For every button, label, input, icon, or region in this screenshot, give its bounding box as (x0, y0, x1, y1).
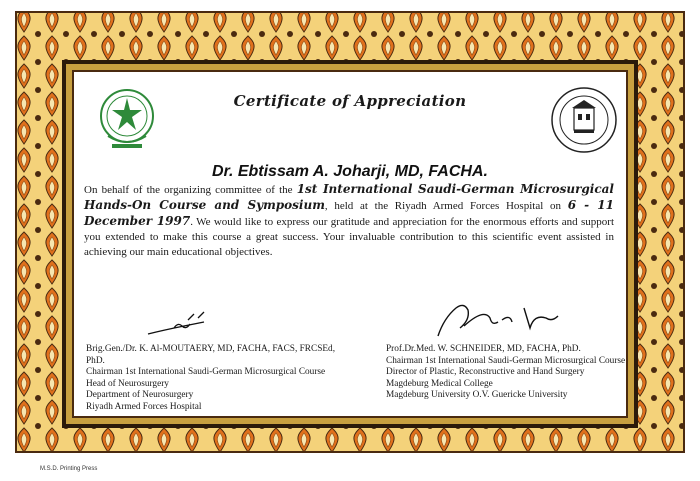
signatory-right-college: Magdeburg Medical College (386, 378, 493, 389)
signatory-right-name: Prof.Dr.Med. W. SCHNEIDER, MD, FACHA, PhD. (386, 344, 581, 354)
signatory-right-university: Magdeburg University O.V. Guericke University (386, 390, 568, 400)
signatory-right-title: Chairman 1st International Saudi-German Microsurgical Course (386, 355, 626, 366)
certificate (10, 6, 690, 458)
university-seal-icon (550, 86, 618, 154)
certificate-body (84, 182, 614, 260)
signatory-left-department: Department of Neurosurgery (86, 390, 194, 400)
signature-left-icon (144, 310, 234, 340)
signatory-right-role: Director of Plastic, Reconstructive and Hand Surgery (386, 367, 585, 377)
body-part-1: On behalf of the organizing committee of the (84, 184, 297, 196)
event-date: 6 - 11 December 1997 (84, 198, 614, 228)
certificate-title: Certificate of Appreciation (233, 92, 467, 110)
signatory-left-title: Chairman 1st International Saudi-German Microsurgical Course (86, 367, 326, 377)
printer-credit: M.S.D. Printing Press (40, 466, 98, 472)
event-name: 1st International Saudi-German Microsurgical Hands-On Course and Symposium (84, 182, 614, 212)
signatory-left-role: Head of Neurosurgery (86, 378, 169, 389)
body-part-2: , held at the Riyadh Armed Forces Hospital on (324, 200, 568, 212)
recipient-name: Dr. Ebtissam A. Joharji, MD, FACHA. (212, 163, 488, 180)
certificate-inner-panel (72, 70, 628, 418)
signatory-left-name: Brig.Gen./Dr. K. Al-MOUTAERY, MD, FACHA, FACS, FRCSEd, PhD. (86, 344, 336, 366)
signature-right-icon (434, 298, 564, 340)
signatory-left (86, 344, 356, 413)
body-part-3: . We would like to express our gratitude and appreciation for the enormous efforts and support you extended to make this course a great success. Your invaluable contribution to this scientific event assisted in achieving our main educational objectives. (84, 216, 614, 258)
signatory-left-institution: Riyadh Armed Forces Hospital (86, 401, 202, 412)
signatory-right (386, 344, 626, 402)
